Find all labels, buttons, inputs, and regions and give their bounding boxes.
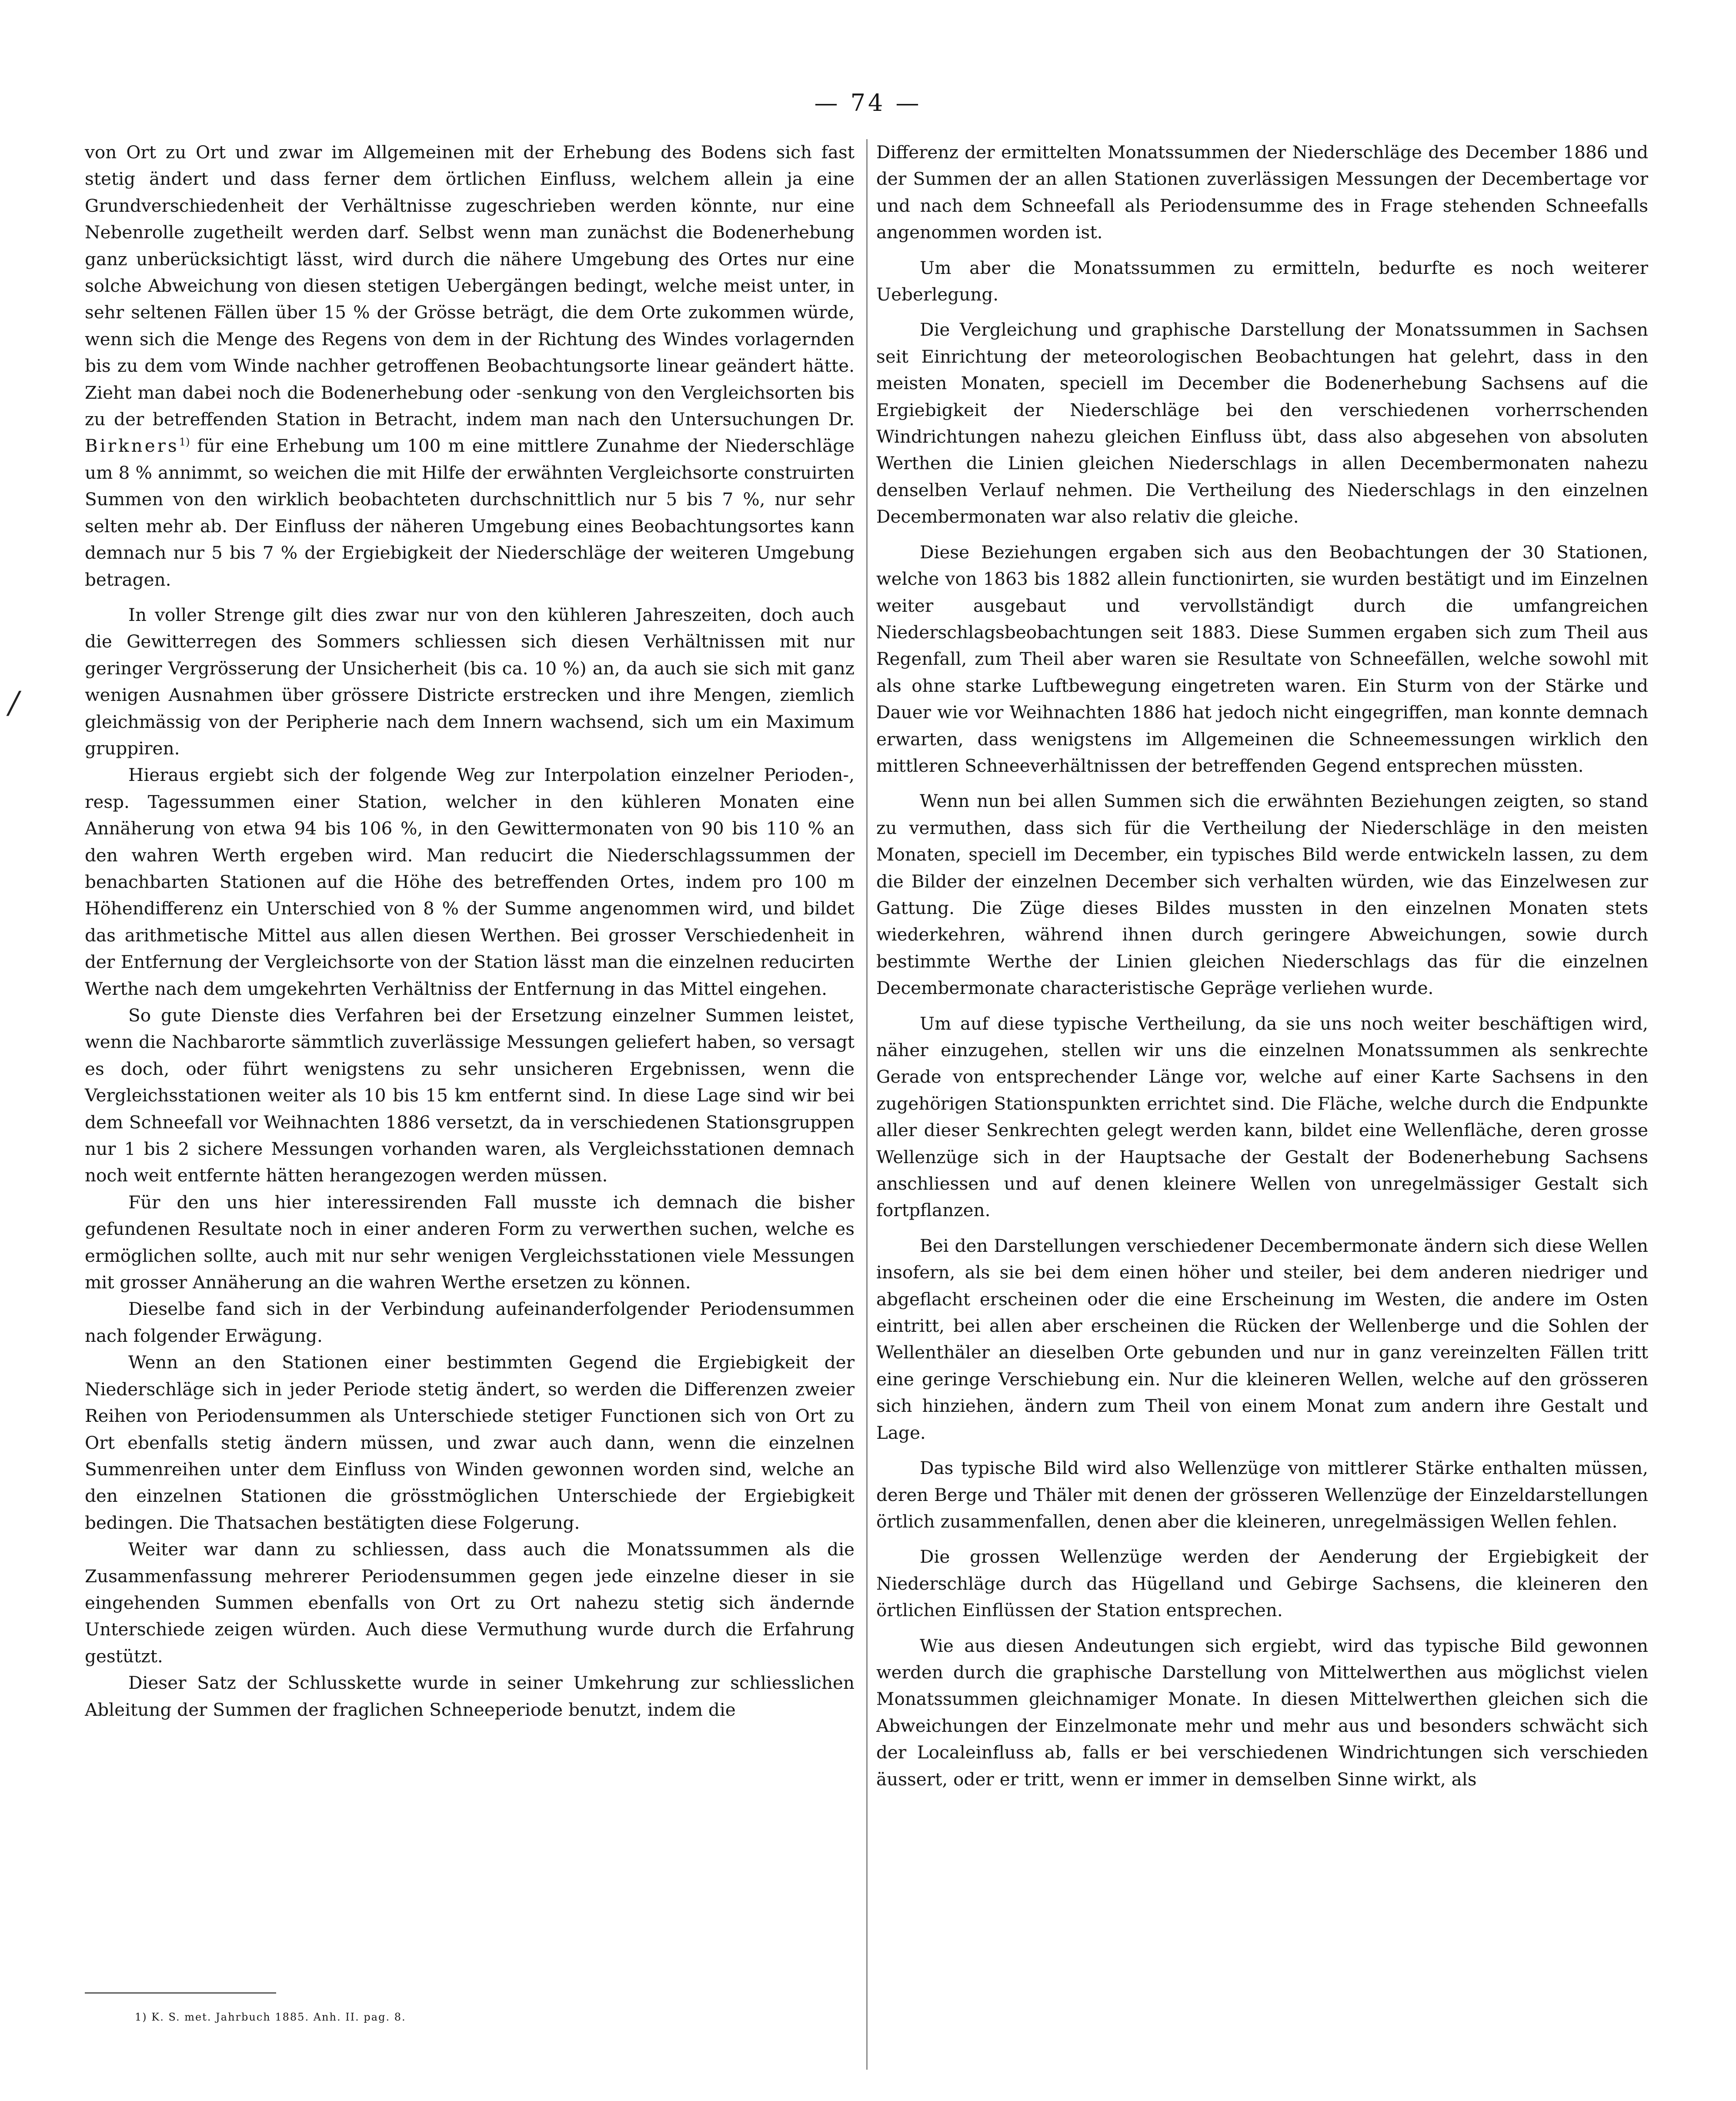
- paragraph: Hieraus ergiebt sich der folgende Weg zur Interpolation einzelner Perioden-, resp. Tagessummen einer Station, welcher in den kühleren Monaten eine Annäherung von etwa 94 bis 106 %, in den Gewittermonaten von 90 bis 110 % an den wahren Werth ergeben wird. Man reducirt die Niederschlagssummen der benachbarten Stationen auf die Höhe des betreffenden Ortes, indem pro 100 m Höhendifferenz ein Unterschied von 8 % der Summe angenommen wird, und bildet das arithmetische Mittel aus allen diesen Werthen. Bei grosser Verschiedenheit in der Entfernung der Vergleichsorte von der Station lässt man die einzelnen reducirten Werthe nach dem umgekehrten Verhältniss der Entfernung in das Mittel eingehen.: [85, 764, 855, 999]
- footnote-ref[interactable]: 1): [179, 436, 190, 448]
- paragraph: Weiter war dann zu schliessen, dass auch die Monatssummen als die Zusammenfassung mehrerer Periodensummen gegen jede einzelne dieser in sie eingehenden Summen ebenfalls von Ort zu Ort nahezu stetig sich ändernde Unterschiede zeigen würden. Auch diese Vermuthung wurde durch die Erfahrung gestützt.: [85, 1539, 855, 1667]
- footnote: 1) K. S. met. Jahrbuch 1885. Anh. II. pag. 8.: [135, 2011, 406, 2023]
- paragraph: Dieselbe fand sich in der Verbindung aufeinanderfolgender Periodensummen nach folgender Erwägung.: [85, 1298, 855, 1346]
- paragraph: Das typische Bild wird also Wellenzüge von mittlerer Stärke enthalten müssen, deren Berge und Thäler mit denen der grösseren Wellenzüge der Einzeldarstellungen örtlich zusammenfallen, denen aber die kleineren, unregelmässigen Wellen fehlen.: [876, 1457, 1648, 1532]
- paragraph: Wie aus diesen Andeutungen sich ergiebt, wird das typische Bild gewonnen werden durch die graphische Darstellung von Mittelwerthen aus möglichst vielen Monatssummen gleichnamiger Monate. In diesen Mittelwerthen gleichen sich die Abweichungen der Einzelmonate mehr und mehr aus und besonders schwächt sich der Localeinfluss ab, falls er bei verschiedenen Windrichtungen sich verschieden äussert, oder er tritt, wenn er immer in demselben Sinne wirkt, als: [876, 1635, 1648, 1790]
- paragraph: Wenn an den Stationen einer bestimmten Gegend die Ergiebigkeit der Niederschläge sich in jeder Periode stetig ändert, so werden die Differenzen zweier Reihen von Periodensummen als Unterschiede stetiger Functionen sich von Ort zu Ort ebenfalls stetig ändern müssen, und zwar auch dann, wenn die einzelnen Summenreihen unter dem Einfluss von Winden gewonnen worden sind, welche an den einzelnen Stationen die grösstmöglichen Unterschiede der Ergiebigkeit bedingen. Die Thatsachen bestätigten diese Folgerung.: [85, 1352, 855, 1533]
- paragraph: Bei den Darstellungen verschiedener Decembermonate ändern sich diese Wellen insofern, als sie bei dem einen höher und steiler, bei dem anderen niedriger und abgeflacht erscheinen oder die eine Erscheinung im Westen, die andere im Osten eintritt, bei allen aber erscheinen die Rücken der Wellenberge und die Sohlen der Wellenthäler an dieselben Orte gebunden und nur in ganz vereinzelten Fällen tritt eine geringe Verschiebung ein. Nur die kleineren Wellen, welche auf den grösseren sich hinziehen, ändern zum Theil von einem Monat zum andern ihre Gestalt und Lage.: [876, 1235, 1648, 1443]
- author-name: Birkners: [85, 435, 179, 457]
- paragraph: Dieser Satz der Schlusskette wurde in seiner Umkehrung zur schliesslichen Ableitung der Summen der fraglichen Schneeperiode benutzt, indem die: [85, 1672, 855, 1720]
- right-column: [876, 139, 1648, 1793]
- paragraph: von Ort zu Ort und zwar im Allgemeinen mit der Erhebung des Bodens sich fast stetig ändert und dass ferner dem örtlichen Einfluss, welchem allein ja eine Grundverschiedenheit der Verhältnisse zugeschrieben werden könnte, nur eine Nebenrolle zugetheilt werden darf. Selbst wenn man zunächst die Bodenerhebung ganz unberücksichtigt lässt, wird durch die nähere Umgebung des Ortes nur eine solche Abweichung von diesen stetigen Uebergängen bedingt, welche meist unter, in sehr seltenen Fällen über 15 % der Grösse beträgt, die dem Orte zukommen würde, wenn sich die Menge des Regens von dem in der Richtung des Windes vorlagernden bis zu dem vom Winde nachher getroffenen Beobachtungsorte linear geändert hätte. Zieht man dabei noch die Bodenerhebung oder -senkung von den Vergleichsorten bis zu der betreffenden Station in Betracht, indem man nach den Untersuchungen Dr. Birkners$^{1)}$ für eine Erhebung um 100 m eine mittlere Zunahme der Niederschläge um 8 % annimmt, so weichen die mit Hilfe der erwähnten Vergleichsorte construirten Summen von den wirklich beobachteten durchschnittlich nur 5 bis 7 %, nur sehr selten mehr ab. Der Einfluss der näheren Umgebung eines Beobachtungsortes kann demnach nur 5 bis 7 % der Ergiebigkeit der Niederschläge der weiteren Umgebung betragen.: [85, 142, 855, 590]
- paragraph: Die grossen Wellenzüge werden der Aenderung der Ergiebigkeit der Niederschläge durch das Hügelland und Gebirge Sachsens, die kleineren den örtlichen Einflüssen der Station entsprechen.: [876, 1546, 1648, 1621]
- paragraph: So gute Dienste dies Verfahren bei der Ersetzung einzelner Summen leistet, wenn die Nachbarorte sämmtlich zuverlässige Messungen geliefert haben, so versagt es doch, oder führt wenigstens zu sehr unsicheren Ergebnissen, wenn die Vergleichsstationen weiter als 10 bis 15 km entfernt sind. In diese Lage sind wir bei dem Schneefall vor Weihnachten 1886 versetzt, da in verschiedenen Stationsgruppen nur 1 bis 2 sichere Messungen vorhanden waren, als Vergleichsstationen demnach noch weit entfernte hätten herangezogen werden müssen.: [85, 1005, 855, 1186]
- paragraph: Um aber die Monatssummen zu ermitteln, bedurfte es noch weiterer Ueberlegung.: [876, 257, 1648, 305]
- paragraph: Um auf diese typische Vertheilung, da sie uns noch weiter beschäftigen wird, näher einzugehen, stellen wir uns die einzelnen Monatssummen als senkrechte Gerade von entsprechender Länge vor, welche auf einer Karte Sachsens in den zugehörigen Stationspunkten errichtet sind. Die Fläche, welche durch die Endpunkte aller dieser Senkrechten gelegt werden kann, bildet eine Wellenfläche, deren grosse Wellenzüge sich in der Hauptsache der Gestalt der Bodenerhebung Sachsens anschliessen und auf denen kleinere Wellen von unregelmässiger Gestalt sich fortpflanzen.: [876, 1013, 1648, 1221]
- margin-pencil-mark: /: [9, 685, 19, 720]
- footnote-rule: [85, 1992, 276, 1994]
- column-divider: [866, 139, 868, 2070]
- paragraph: Wenn nun bei allen Summen sich die erwähnten Beziehungen zeigten, so stand zu vermuthen, dass sich für die Vertheilung der Niederschläge in den meisten Monaten, speciell im December, ein typisches Bild werde entwickeln lassen, zu dem die Bilder der einzelnen December sich verhalten würden, wie das Einzelwesen zur Gattung. Die Züge dieses Bildes mussten in den einzelnen Monaten stets wiederkehren, während ihnen durch geringere Abweichungen, sowie durch bestimmte Werthe der Linien gleichen Niederschlags das für die einzelnen Decembermonate characteristische Gepräge verliehen wurde.: [876, 790, 1648, 999]
- page-number: — 74 —: [814, 89, 922, 117]
- left-column: [85, 139, 855, 1723]
- paragraph: Differenz der ermittelten Monatssummen der Niederschläge des December 1886 und der Summen der an allen Stationen zuverlässigen Messungen der Decembertage vor und nach dem Schneefall als Periodensumme des in Frage stehenden Schneefalls angenommen worden ist.: [876, 142, 1648, 243]
- paragraph: Diese Beziehungen ergaben sich aus den Beobachtungen der 30 Stationen, welche von 1863 bis 1882 allein functionirten, sie wurden bestätigt und im Einzelnen weiter ausgebaut und vervollständigt durch die umfangreichen Niederschlagsbeobachtungen seit 1883. Diese Summen ergaben sich zum Theil aus Regenfall, zum Theil aber waren sie Resultate von Schneefällen, welche sowohl mit als ohne starke Luftbewegung eingetreten waren. Ein Sturm von der Stärke und Dauer wie vor Weihnachten 1886 hat jedoch nicht eingegriffen, man konnte demnach erwarten, dass wenigstens im Allgemeinen die Schneemessungen wirklich den mittleren Schneeverhältnissen der betreffenden Gegend entsprechen müssten.: [876, 541, 1648, 776]
- paragraph: Die Vergleichung und graphische Darstellung der Monatssummen in Sachsen seit Einrichtung der meteorologischen Beobachtungen hat gelehrt, dass in den meisten Monaten, speciell im December die Bodenerhebung Sachsens auf die Ergiebigkeit der Niederschläge bei den verschiedenen vorherrschenden Windrichtungen nahezu gleichen Einfluss übt, dass also abgesehen von absoluten Werthen die Linien gleichen Niederschlags in allen Decembermonaten nahezu denselben Verlauf nehmen. Die Vertheilung des Niederschlags in den einzelnen Decembermonaten war also relativ die gleiche.: [876, 319, 1648, 527]
- paragraph: In voller Strenge gilt dies zwar nur von den kühleren Jahreszeiten, doch auch die Gewitterregen des Sommers schliessen sich diesen Verhältnissen mit nur geringer Vergrösserung der Unsicherheit (bis ca. 10 %) an, da auch sie sich mit ganz wenigen Ausnahmen über grössere Districte erstrecken und ihre Mengen, ziemlich gleichmässig von der Peripherie nach dem Innern wachsend, sich um ein Maximum gruppiren.: [85, 604, 855, 759]
- paragraph: Für den uns hier interessirenden Fall musste ich demnach die bisher gefundenen Resultate noch in einer anderen Form zu verwerthen suchen, welche es ermöglichen sollte, auch mit nur sehr wenigen Vergleichsstationen viele Messungen mit grosser Annäherung an die wahren Werthe ersetzen zu können.: [85, 1191, 855, 1293]
